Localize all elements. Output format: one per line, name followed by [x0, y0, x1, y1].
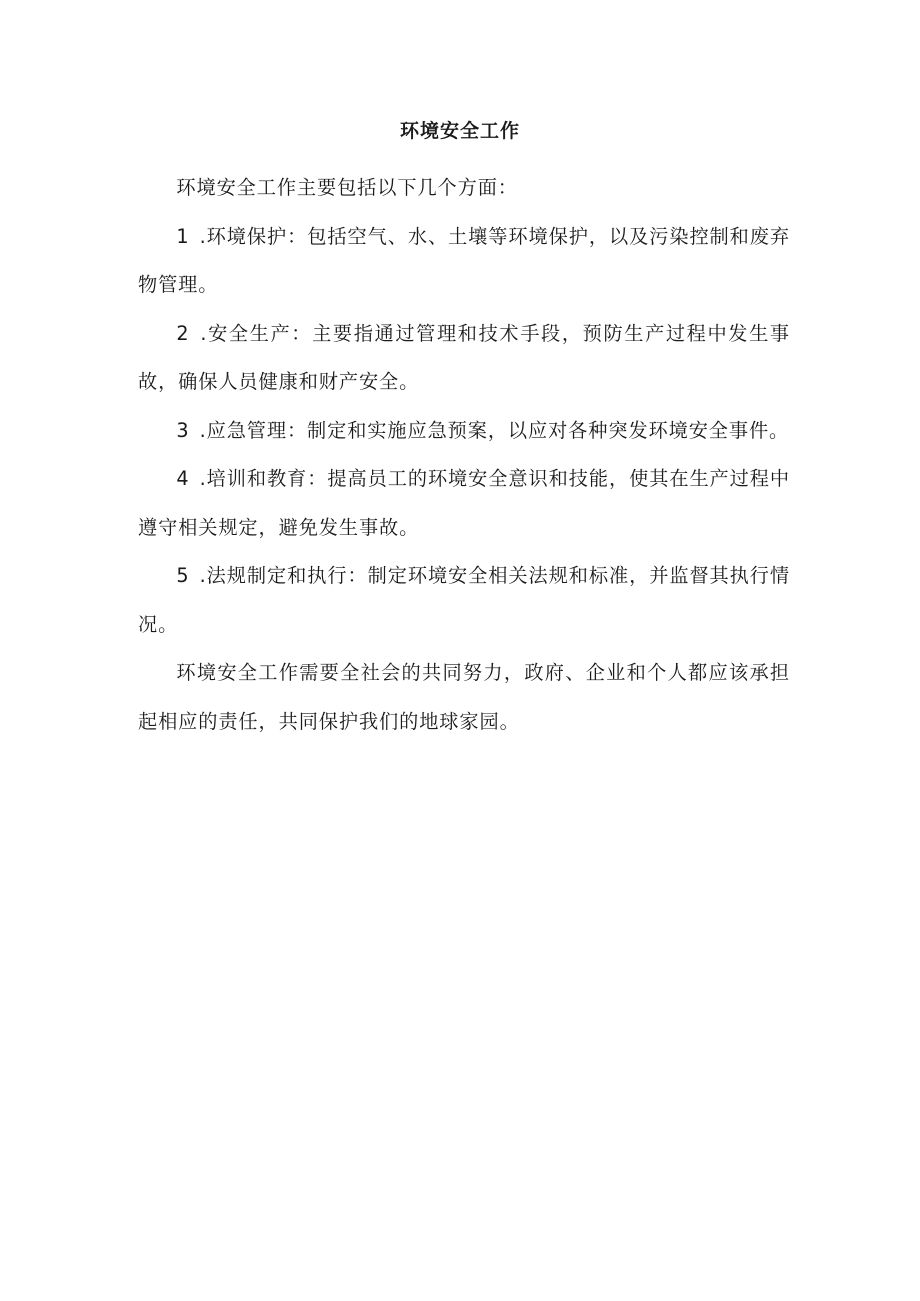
- item-text: .法规制定和执行：制定环境安全相关法规和标准，并监督其执行情况。: [138, 564, 790, 636]
- item-number: 4: [176, 467, 193, 490]
- item-number: 5: [176, 564, 193, 587]
- item-text: .环境保护：包括空气、水、土壤等环境保护，以及污染控制和废弃物管理。: [138, 224, 790, 296]
- item-number: 1: [176, 224, 193, 248]
- item-text: .培训和教育：提高员工的环境安全意识和技能，使其在生产过程中遵守相关规定，避免发生事故。: [138, 467, 790, 539]
- item-number: 2: [176, 321, 193, 345]
- document-title: 环境安全工作: [399, 120, 520, 142]
- item-text: .安全生产：主要指通过管理和技术手段，预防生产过程中发生事故，确保人员健康和财产安全。: [138, 321, 791, 393]
- list-item: [138, 310, 790, 407]
- list-item: [138, 455, 790, 552]
- list-item: [138, 552, 790, 649]
- item-text: .应急管理：制定和实施应急预案，以应对各种突发环境安全事件。: [199, 418, 790, 442]
- list-item: [138, 407, 790, 456]
- list-item: [138, 213, 790, 310]
- conclusion-paragraph: 环境安全工作需要全社会的共同努力，政府、企业和个人都应该承担起相应的责任，共同保护我们的地球家园。: [138, 661, 790, 733]
- item-number: 3: [176, 418, 193, 442]
- document-body: [138, 164, 790, 746]
- intro-paragraph: 环境安全工作主要包括以下几个方面：: [176, 176, 518, 199]
